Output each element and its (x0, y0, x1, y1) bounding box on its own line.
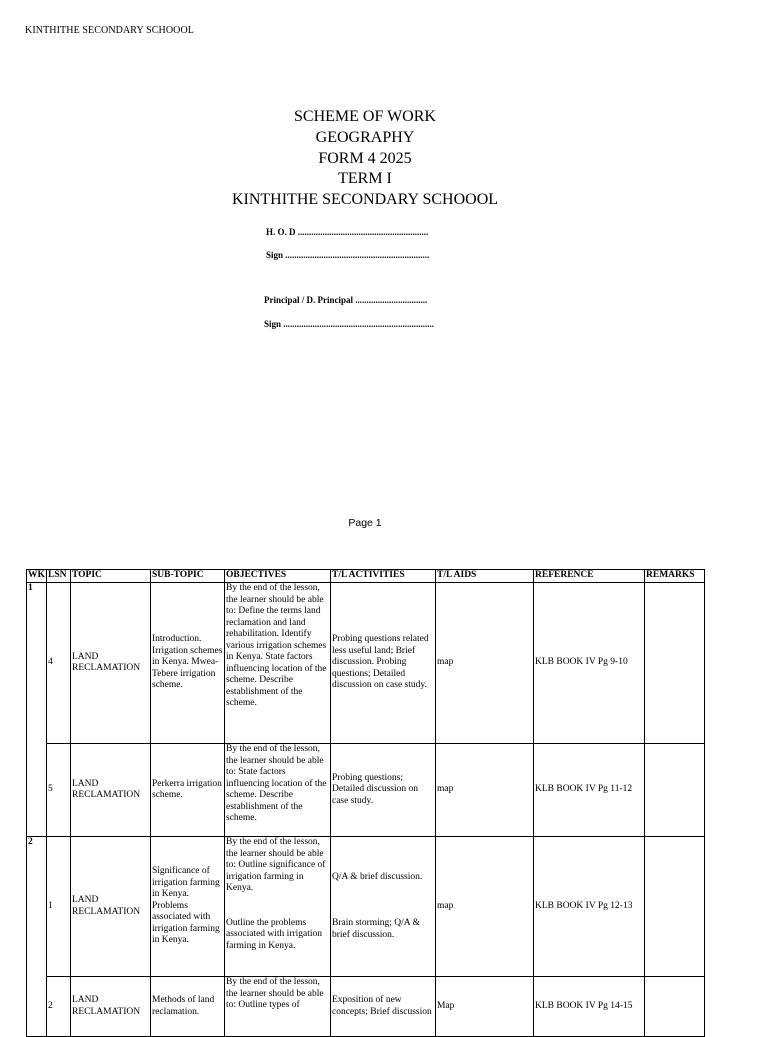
cell-aids: map (436, 744, 534, 837)
cell-remarks (645, 837, 705, 977)
table-row (27, 837, 705, 977)
cell-activities (331, 837, 436, 977)
title-line-4: TERM I (338, 170, 392, 188)
col-header-remarks: REMARKS (645, 570, 705, 583)
title-block (0, 107, 730, 211)
cell-objectives: By the end of the lesson, the learner should be able to: Define the terms land reclamation and land rehabilitation. Identify various irrigation schemes in Kenya. State factors influencing location of the scheme. Describe establishment of the scheme. (225, 583, 331, 744)
school-header: KINTHITHE SECONDARY SCHOOOL (25, 25, 194, 36)
col-header-activities: T/L ACTIVITIES (331, 570, 436, 583)
cell-reference: KLB BOOK IV Pg 14-15 (534, 977, 645, 1037)
cell-lsn: 5 (47, 744, 71, 837)
sign-line-1: Sign ................................................................ (266, 250, 430, 260)
cell-subtopic: Perkerra irrigation scheme. (151, 744, 225, 837)
cell-lsn: 4 (47, 583, 71, 744)
table-row (27, 583, 705, 744)
cell-remarks (645, 583, 705, 744)
col-header-aids: T/L AIDS (436, 570, 534, 583)
col-header-topic: TOPIC (71, 570, 151, 583)
col-header-objectives: OBJECTIVES (225, 570, 331, 583)
cell-topic: LAND RECLAMATION (71, 583, 151, 744)
cell-subtopic: Methods of land reclamation. (151, 977, 225, 1037)
principal-line: Principal / D. Principal ................................ (264, 295, 428, 305)
col-header-reference: REFERENCE (534, 570, 645, 583)
cell-wk: 1 (27, 583, 47, 837)
page-number: Page 1 (348, 517, 382, 529)
title-line-2: GEOGRAPHY (315, 128, 415, 146)
objectives-part-1: By the end of the lesson, the learner should be able to: Outline significance of irrigation farming in Kenya. (226, 837, 326, 893)
cell-aids: map (436, 837, 534, 977)
table-header-row (27, 570, 705, 583)
cell-activities: Exposition of new concepts; Brief discussion (331, 977, 436, 1037)
cell-activities: Probing questions; Detailed discussion on case study. (331, 744, 436, 837)
cell-aids: map (436, 583, 534, 744)
cell-reference: KLB BOOK IV Pg 9-10 (534, 583, 645, 744)
cell-topic: LAND RECLAMATION (71, 837, 151, 977)
col-header-subtopic: SUB-TOPIC (151, 570, 225, 583)
cell-reference: KLB BOOK IV Pg 12-13 (534, 837, 645, 977)
cell-objectives (225, 837, 331, 977)
title-line-1: SCHEME OF WORK (294, 108, 436, 125)
cell-aids: Map (436, 977, 534, 1037)
activities-part-1: Q/A & brief discussion. (332, 871, 423, 882)
cell-lsn: 1 (47, 837, 71, 977)
scheme-table (26, 569, 705, 1037)
table-row (27, 744, 705, 837)
cell-objectives: By the end of the lesson, the learner should be able to: State factors influencing location of the scheme. Describe establishment of the scheme. (225, 744, 331, 837)
cell-reference: KLB BOOK IV Pg 11-12 (534, 744, 645, 837)
cell-subtopic: Significance of irrigation farming in Kenya. Problems associated with irrigation farming in Kenya. (151, 837, 225, 977)
col-header-lsn: LSN (47, 570, 71, 583)
title-line-3: FORM 4 2025 (318, 149, 412, 167)
cell-topic: LAND RECLAMATION (71, 977, 151, 1037)
cell-lsn: 2 (47, 977, 71, 1037)
objectives-part-2: Outline the problems associated with irrigation farming in Kenya. (226, 917, 323, 951)
title-line-5: KINTHITHE SECONDARY SCHOOOL (231, 191, 499, 209)
table-row (27, 977, 705, 1037)
cell-remarks (645, 744, 705, 837)
cell-remarks (645, 977, 705, 1037)
sign-line-2: Sign ................................................................... (264, 319, 435, 329)
hod-line: H. O. D .......................................................... (266, 227, 429, 237)
activities-part-2: Brain storming; Q/A & brief discussion. (332, 918, 420, 940)
cell-objectives: By the end of the lesson, the learner should be able to: Outline types of (225, 977, 331, 1037)
cell-subtopic: Introduction. Irrigation schemes in Kenya. Mwea-Tebere irrigation scheme. (151, 583, 225, 744)
cell-topic: LAND RECLAMATION (71, 744, 151, 837)
cell-activities: Probing questions related less useful land; Brief discussion. Probing questions; Detailed discussion on case study. (331, 583, 436, 744)
col-header-wk: WK (27, 570, 47, 583)
cell-wk: 2 (27, 837, 47, 1037)
